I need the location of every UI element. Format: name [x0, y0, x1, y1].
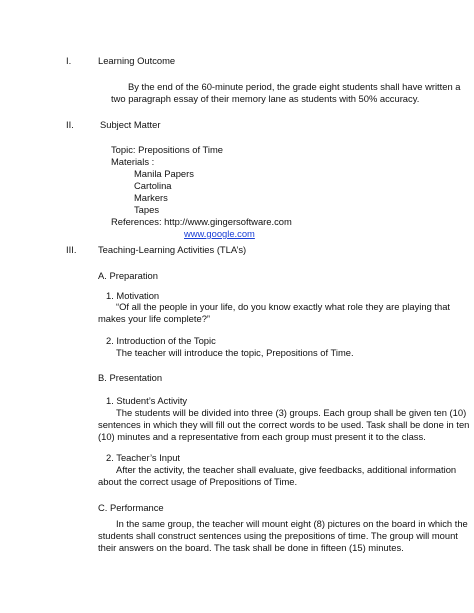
section-1-numeral: I.	[66, 55, 72, 66]
material-item: Markers	[134, 192, 168, 203]
motivation-heading: 1. Motivation	[106, 290, 160, 301]
performance-line-2: students shall construct sentences using the prepositions of time. The group will mount	[98, 530, 458, 541]
motivation-line-1: “Of all the people in your life, do you know exactly what role they are playing that	[116, 301, 451, 312]
section-1-paragraph-line-1: By the end of the 60-minute period, the grade eight students shall have written a	[128, 81, 461, 92]
subsection-b-heading: B. Presentation	[98, 372, 163, 383]
student-activity-heading: 1. Student’s Activity	[106, 395, 188, 406]
introduction-line-1: The teacher will introduce the topic, Prepositions of Time.	[116, 347, 354, 358]
subsection-c-heading: C. Performance	[98, 502, 164, 513]
reference-link-google[interactable]: www.google.com	[184, 228, 255, 239]
subsection-a-heading: A. Preparation	[98, 270, 158, 281]
material-item: Cartolina	[134, 180, 172, 191]
material-item: Manila Papers	[134, 168, 194, 179]
performance-line-3: their answers on the board. The task shall be done in fifteen (15) minutes.	[98, 542, 404, 553]
student-activity-line-2: sentences in which they will fill out the correct words to be used. Task shall be done in ten	[98, 419, 470, 430]
teacher-input-line-2: about the correct usage of Prepositions of Time.	[98, 476, 298, 487]
references-line: References: http://www.gingersoftware.com	[111, 216, 292, 227]
teacher-input-line-1: After the activity, the teacher shall evaluate, give feedbacks, additional information	[116, 464, 457, 475]
section-3-heading: Teaching-Learning Activities (TLA’s)	[98, 244, 247, 255]
section-3-numeral: III.	[66, 244, 77, 255]
student-activity-line-1: The students will be divided into three (3) groups. Each group shall be given ten (10)	[116, 407, 467, 418]
section-1-heading: Learning Outcome	[98, 55, 176, 66]
section-2-numeral: II.	[66, 119, 74, 130]
motivation-line-2: makes your life complete?”	[98, 313, 211, 324]
section-2-heading: Subject Matter	[100, 119, 161, 130]
introduction-heading: 2. Introduction of the Topic	[106, 335, 216, 346]
teacher-input-heading: 2. Teacher’s Input	[106, 452, 181, 463]
student-activity-line-3: (10) minutes and a representative from each group must present it to the class.	[98, 431, 426, 442]
materials-label: Materials :	[111, 156, 155, 167]
topic-line: Topic: Prepositions of Time	[111, 144, 224, 155]
material-item: Tapes	[134, 204, 160, 215]
section-1-paragraph-line-2: two paragraph essay of their memory lane as students with 50% accuracy.	[111, 93, 420, 104]
performance-line-1: In the same group, the teacher will mount eight (8) pictures on the board in which the	[116, 518, 468, 529]
